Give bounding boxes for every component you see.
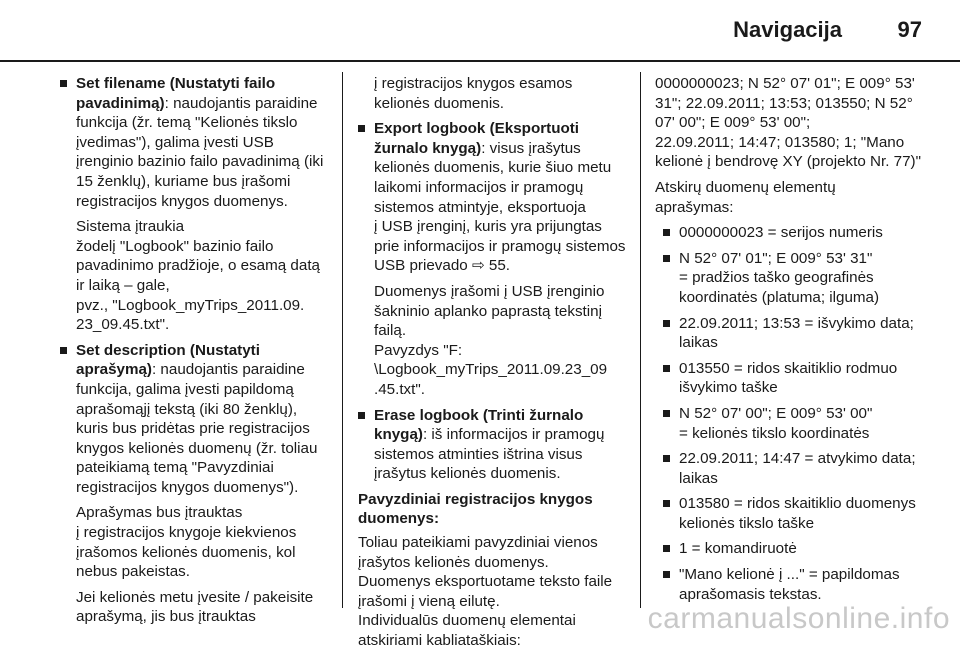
item-description: : naudojantis paraidine funkcija, galima įvesti papildomą aprašomąjį tekstą (iki 80 ženklų), kuris bus pridėtas prie registracijos knygos kelionės duomenų (žr. toliau pateikiamą temą "Pavyzdiniai registracijos knygos duomenys"). (76, 361, 318, 496)
list-item: "Mano kelionė į ..." = papildomas aprašomasis tekstas. (663, 565, 933, 604)
page-header (0, 0, 960, 62)
item-term: Erase logbook (Trinti žurnalo knygą) (374, 406, 584, 444)
column-3 (655, 74, 933, 610)
list-item-set-filename (60, 74, 326, 335)
item-paragraph: Aprašymas bus įtrauktas į registracijos knygoje kiekvienos įrašomos kelionės duomenis, kol nebus pakeistas. (76, 504, 297, 581)
continued-text: į registracijos knygos esamos kelionės duomenis. (374, 75, 573, 112)
item-paragraph: Jei kelionės metu įvesite / pakeisite aprašymą, jis bus įtrauktas (76, 588, 314, 626)
list-item: 013550 = ridos skaitiklio rodmuo išvykimo taške (663, 359, 933, 398)
list-item-set-description (60, 341, 326, 627)
watermark: carmanualsonline.info (647, 602, 950, 635)
list-item-export-logbook (358, 119, 628, 399)
list-item: 22.09.2011; 13:53 = išvykimo data; laikas (663, 314, 933, 353)
item-term: Export logbook (Eksportuoti žurnalo knygą) (374, 120, 580, 157)
section-title: Navigacija (733, 17, 842, 42)
item-term: Set filename (Nustatyti failo pavadinimą) (76, 75, 276, 112)
body-paragraph: Toliau pateikiami pavyzdiniai vienos įrašytos kelionės duomenys. Duomenys eksportuotame teksto faile įrašomi į vieną eilutę. Individualūs duomenų elementai atskiriami kabliataškiais: (358, 534, 613, 650)
item-term: Set description (Nustatyti aprašymą) (76, 341, 260, 379)
item-description: : visus įrašytus kelionės duomenis, kurie šiuo metu laikomi informacijos ir pramogų sistemos atmintyje, eksportuoja į USB įrenginį, kuris yra prijungtas prie informacijos ir pramogų sistemos USB prievado (374, 139, 626, 275)
page-reference[interactable]: 55. (488, 257, 511, 275)
subsection-heading: Pavyzdiniai registracijos knygos duomenys: (358, 490, 593, 528)
item-description: : iš informacijos ir pramogų sistemos atminties ištrina visus įrašytus kelionės duomenis. (374, 426, 605, 483)
list-item: 0000000023 = serijos numeris (663, 223, 933, 243)
arrow-reference-icon: ⇨ (471, 257, 485, 275)
list-item: 22.09.2011; 14:47 = atvykimo data; laikas (663, 449, 933, 488)
item-description: : naudojantis paraidine funkcija (žr. temą "Kelionės tikslo įvedimas"), galima įvesti USB įrenginio bazinio failo pavadinimą (iki 15 ženklų), kuriame bus įrašomi registracijos knygos duomenys. (76, 94, 324, 210)
column-1 (60, 74, 326, 633)
description-heading: Atskirų duomenų elementų aprašymas: (655, 178, 836, 216)
list-item-erase-logbook (358, 406, 628, 484)
column-divider-2 (640, 72, 641, 608)
list-item: 1 = komandiruotė (663, 539, 933, 559)
list-item: N 52° 07' 01"; E 009° 53' 31" = pradžios taško geografinės koordinatės (platuma; ilguma) (663, 249, 933, 308)
column-2 (358, 74, 628, 655)
page-number: 97 (897, 17, 922, 42)
item-paragraph: Duomenys įrašomi į USB įrenginio šakninio aplanko paprastą tekstinį failą. Pavyzdys "F: \Logbook_myTrips_2011.09.23_09 .45.txt". (374, 282, 608, 398)
list-item: 013580 = ridos skaitiklio duomenys kelionės tikslo taške (663, 494, 933, 533)
example-data-line: 0000000023; N 52° 07' 01"; E 009° 53' 31"; 22.09.2011; 13:53; 013550; N 52° 07' 00"; E 009° 53' 00"; 22.09.2011; 14:47; 013580; 1; "Mano kelionė į bendrovę XY (projekto Nr. 77)" (655, 75, 921, 171)
list-item: N 52° 07' 00"; E 009° 53' 00" = kelionės tikslo koordinatės (663, 404, 933, 443)
item-paragraph: Sistema įtraukia žodelį "Logbook" bazinio failo pavadinimo pradžioje, o esamą datą ir laiką – gale, pvz., "Logbook_myTrips_2011.09. 23_09.45.txt". (76, 218, 320, 334)
column-divider-1 (342, 72, 343, 608)
header-divider (0, 60, 960, 62)
